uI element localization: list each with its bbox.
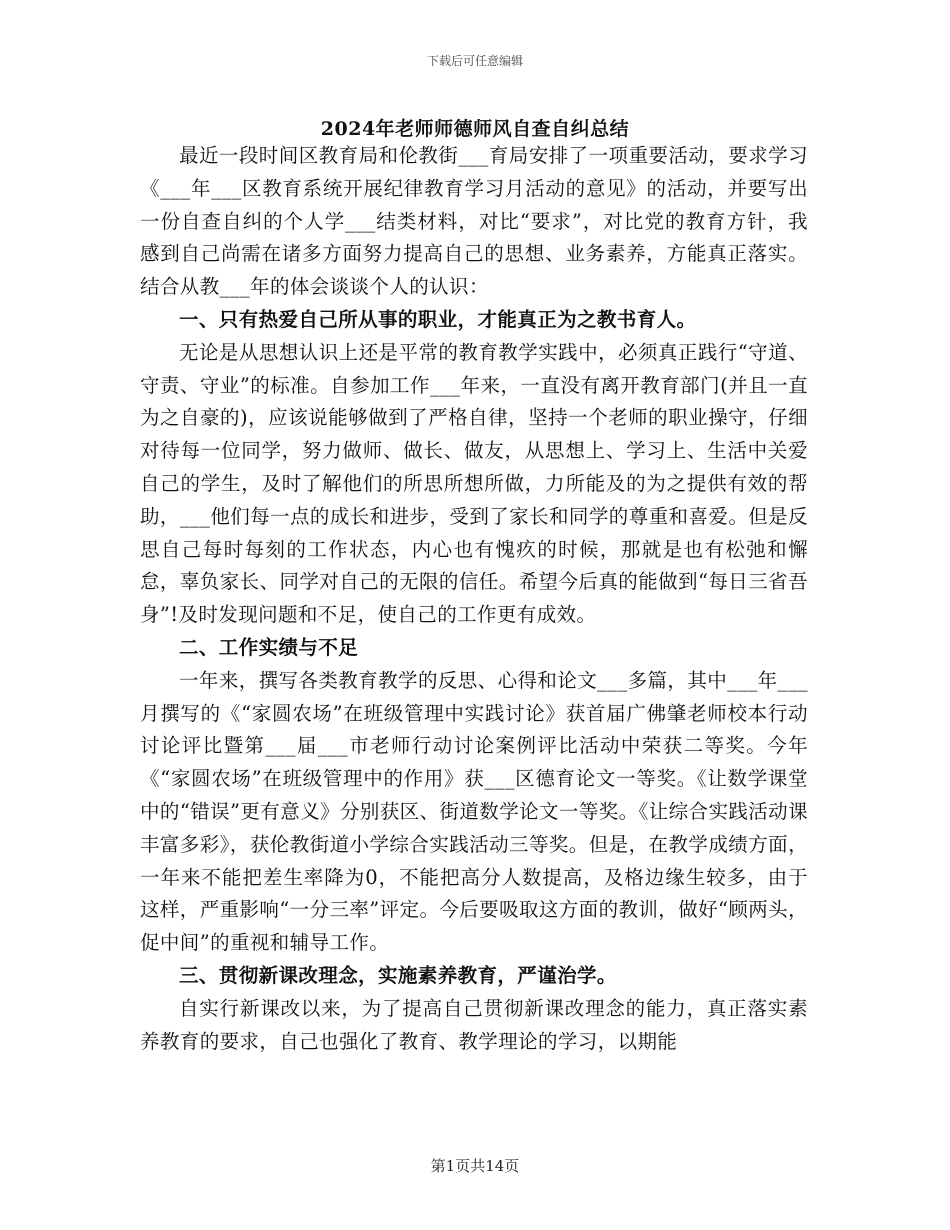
section-3-paragraph: 自实行新课改以来，为了提高自己贯彻新课改理念的能力，真正落实素养教育的要求，自己也强化了教育、教学理论的学习，以期能 xyxy=(140,996,808,1053)
section-2-paragraph: 一年来，撰写各类教育教学的反思、心得和论文___多篇，其中___年___月撰写的《“家圆农场”在班级管理中实践讨论》获首届广佛肇老师校本行动讨论评比暨第___届___市老师行动讨论案例评比活动中荣获二等奖。今年《“家圆农场”在班级管理中的作用》获___区德育论文一等奖。《让数学课堂中的“错误”更有意义》分别获区、街道数学论文一等奖。《让综合实践活动课丰富多彩》，获伦教街道小学综合实践活动三等奖。但是，在教学成绩方面，一年来不能把差生率降为0，不能把高分人数提高，及格边缘生较多，由于这样，严重影响“一分三率”评定。今后要吸取这方面的教训，做好“顾两头，促中间”的重视和辅导工作。 xyxy=(140,668,808,955)
page-number-footer: 第1页共14页 xyxy=(430,1157,520,1175)
section-heading-1: 一、只有热爱自己所从事的职业，才能真正为之教书育人。 xyxy=(179,307,697,331)
header-note: 下载后可任意编辑 xyxy=(426,54,523,68)
document-body xyxy=(140,140,808,1058)
document-title: 2024年老师师德师风自查自纠总结 xyxy=(320,118,630,140)
section-heading-3: 三、贯彻新课改理念，实施素养教育，严谨治学。 xyxy=(179,963,617,987)
intro-paragraph: 最近一段时间区教育局和伦教街___育局安排了一项重要活动，要求学习《___年___区教育系统开展纪律教育学习月活动的意见》的活动，并要写出一份自查自纠的个人学___结类材料，对比“要求”，对比党的教育方针，我感到自己尚需在诸多方面努力提高自己的思想、业务素养，方能真正落实。结合从教___年的体会谈谈个人的认识： xyxy=(140,144,808,299)
section-1-paragraph: 无论是从思想认识上还是平常的教育教学实践中，必须真正践行“守道、守责、守业”的标准。自参加工作___年来，一直没有离开教育部门(并且一直为之自豪的)，应该说能够做到了严格自律，坚持一个老师的职业操守，仔细对待每一位同学，努力做师、做长、做友，从思想上、学习上、生活中关爱自己的学生，及时了解他们的所思所想所做，力所能及的为之提供有效的帮助，___他们每一点的成长和进步，受到了家长和同学的尊重和喜爱。但是反思自己每时每刻的工作状态，内心也有愧疚的时候，那就是也有松弛和懈怠，辜负家长、同学对自己的无限的信任。希望今后真的能做到“每日三省吾身”!及时发现问题和不足，使自己的工作更有成效。 xyxy=(140,340,808,627)
section-heading-2: 二、工作实绩与不足 xyxy=(179,635,359,659)
